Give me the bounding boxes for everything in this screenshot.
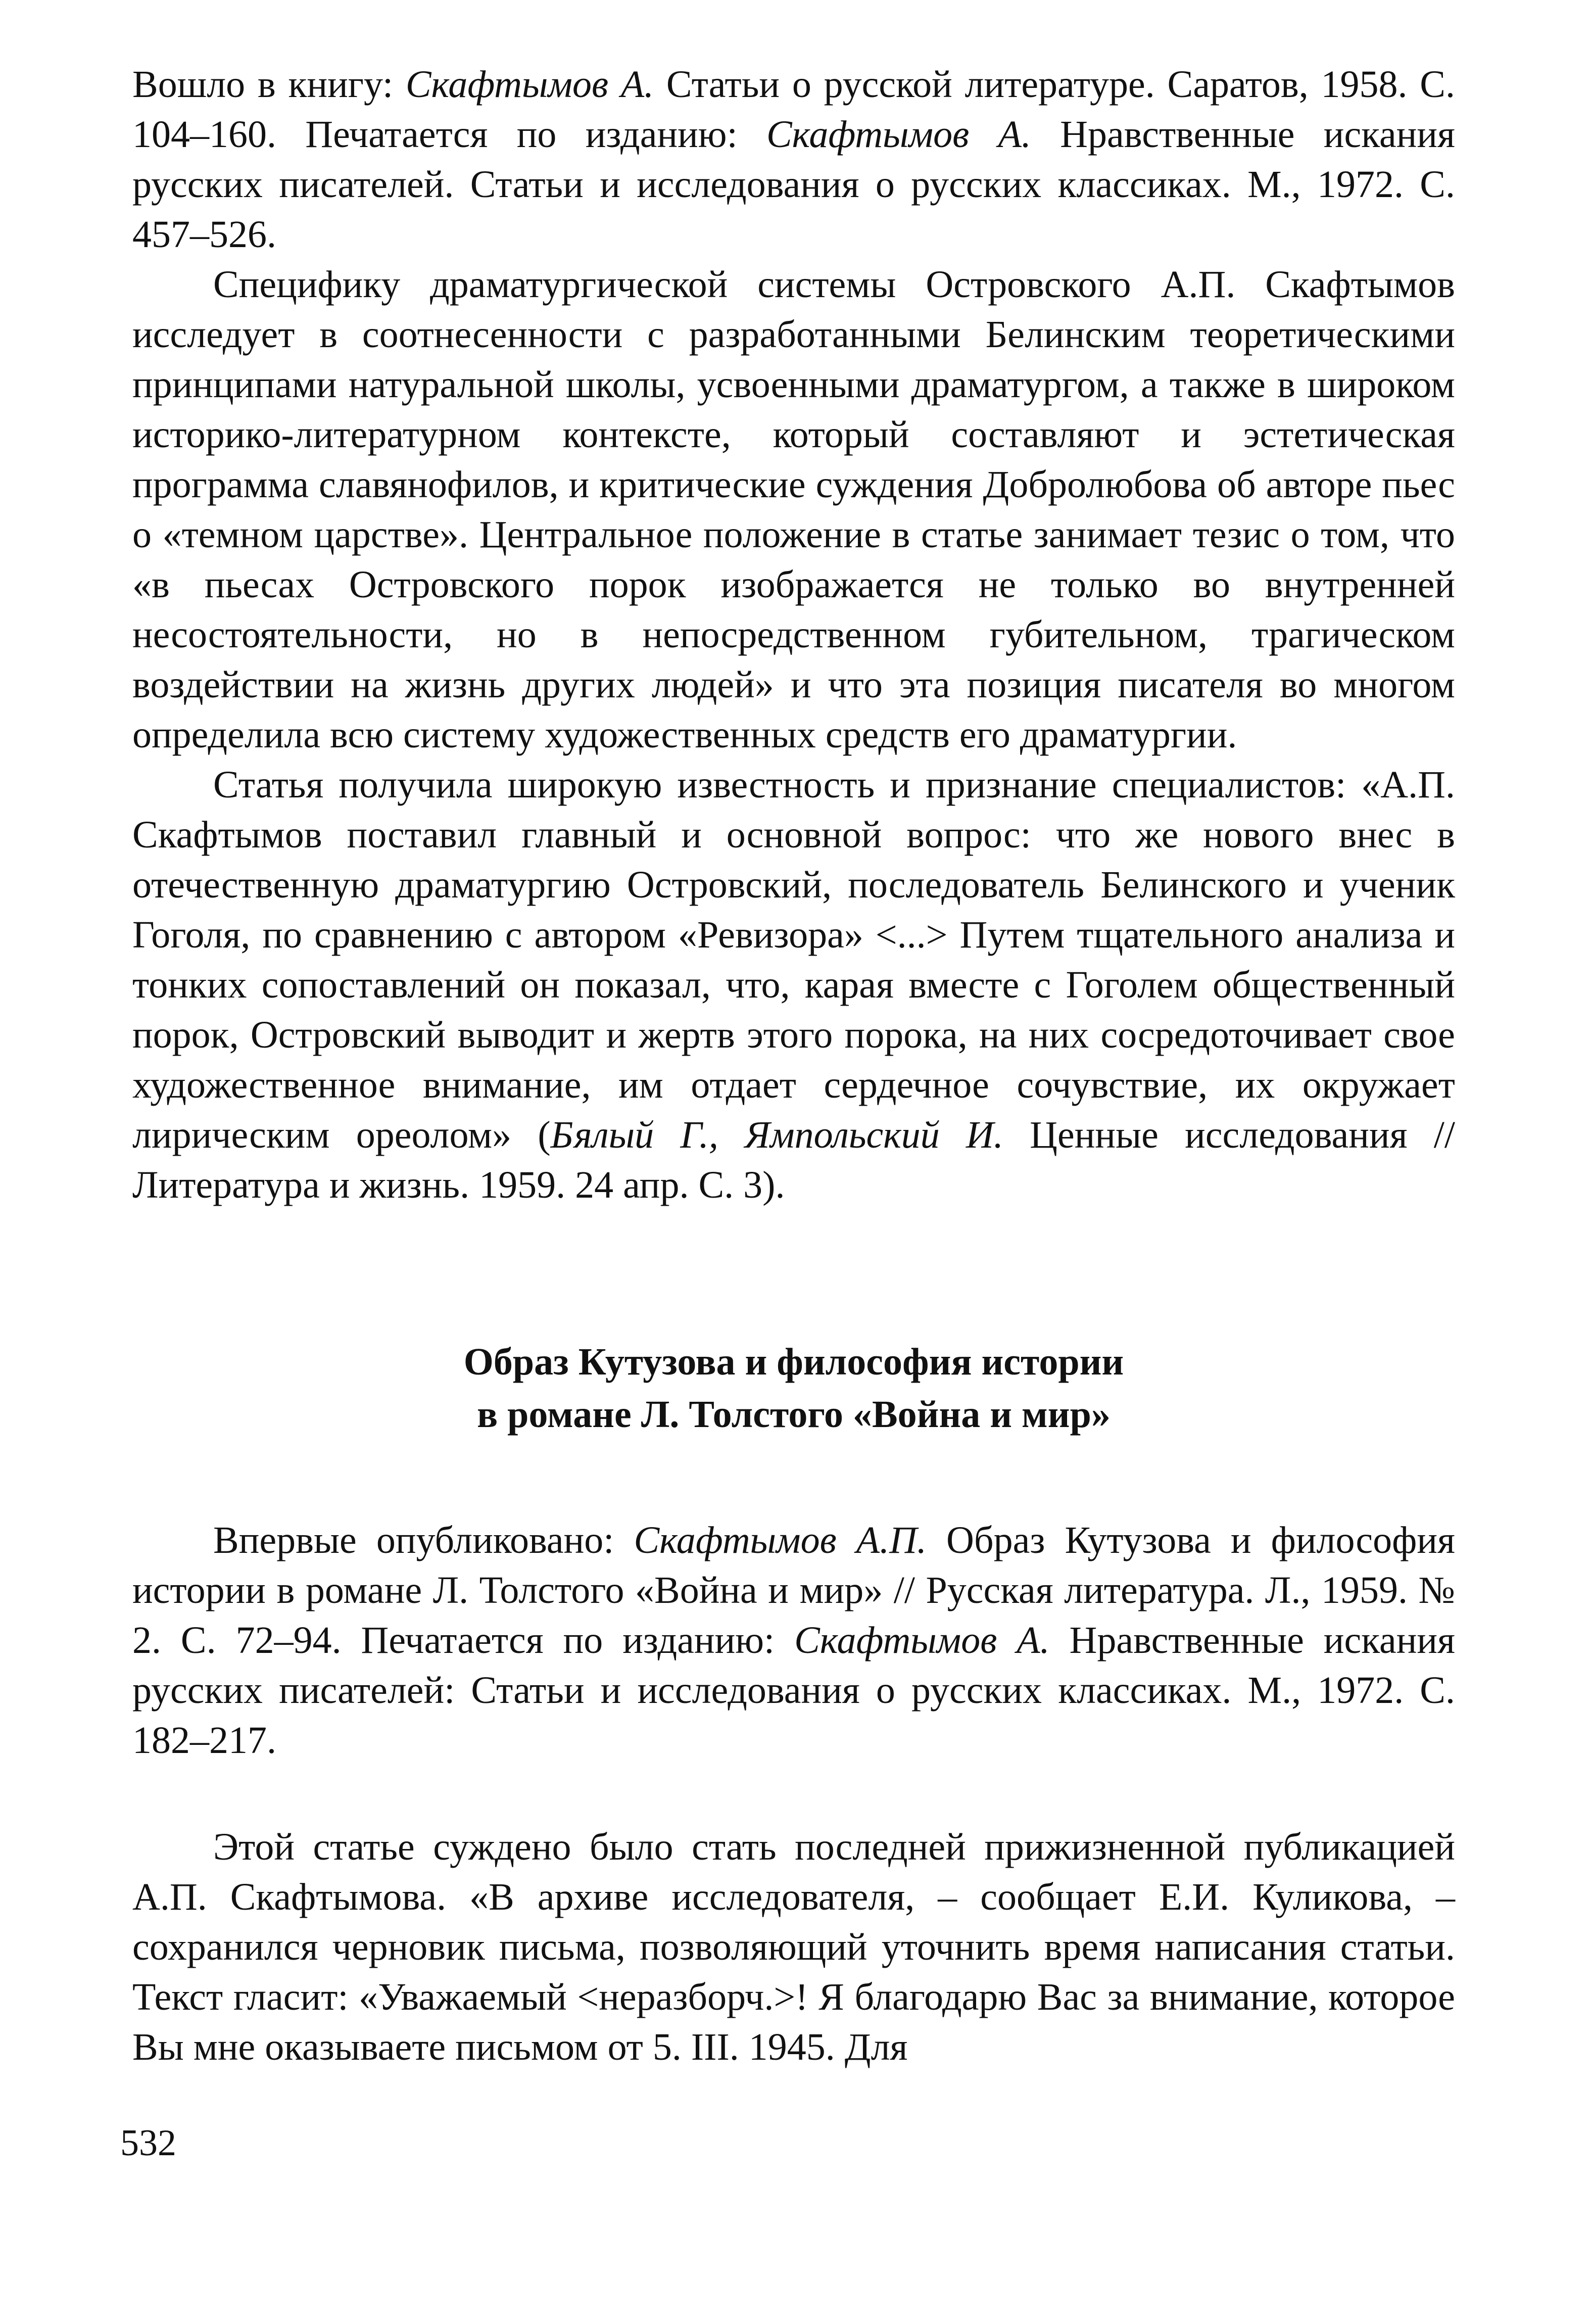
note-text: Вошло в книгу:	[132, 63, 406, 106]
publication-note	[132, 1515, 1455, 1766]
author-citation: Скафтымов А.	[794, 1619, 1050, 1662]
section-title	[132, 1336, 1455, 1441]
note-text: Статьи о русской литературе. Саратов, 1958. С. 104–160. Печатается по изданию:	[132, 63, 1456, 156]
author-citation: Бялый Г., Ямпольский И.	[550, 1114, 1003, 1156]
paragraph-gap	[132, 1766, 1455, 1822]
author-citation: Скафтымов А.	[766, 113, 1031, 156]
publication-note	[132, 60, 1455, 260]
section-title-line: Образ Кутузова и философия истории	[463, 1341, 1124, 1383]
paragraph-text: Ценные исследования // Литература и жизнь. 1959. 24 апр. С. 3).	[132, 1114, 1455, 1206]
section-title-line: в романе Л. Толстого «Война и мир»	[477, 1393, 1111, 1436]
paragraph-text: Статья получила широкую известность и признание специалистов: «А.П. Скафтымов поставил главный и основной вопрос: что же нового внес в отечественную драматургию Островский, последователь Белинского и ученик Гоголя, по сравнению с автором «Ревизора» <...> Путем тщательного анализа и тонких сопоставлений он показал, что, карая вместе с Гоголем общественный порок, Островский выводит и жертв этого порока, на них сосредоточивает свое художественное внимание, им отдает сердечное сочувствие, их окружает лирическим ореолом» (	[132, 764, 1455, 1156]
author-citation: Скафтымов А.П.	[634, 1519, 927, 1561]
body-paragraph	[132, 760, 1455, 1210]
author-citation: Скафтымов А.	[405, 63, 654, 106]
body-paragraph: Специфику драматургической системы Островского А.П. Скафтымов исследует в соотнесенности с разработанными Белинским теоретическими принципами натуральной школы, усвоенными драматургом, а также в широком историко-литературном контексте, который составляют и эстетическая программа славянофилов, и критические суждения Добролюбова об авторе пьес о «темном царстве». Центральное положение в статье занимает тезис о том, что «в пьесах Островского порок изображается не только во внутренней несостоятельности, но в непосредственном губительном, трагическом воздействии на жизнь других людей» и что эта позиция писателя во многом определила всю систему художественных средств его драматургии.	[132, 263, 1455, 756]
page-number: 532	[120, 2122, 176, 2164]
note-text: Впервые опубликовано:	[213, 1519, 634, 1561]
note-text: Нравственные искания русских писателей: Статьи и исследования о русских классиках. М., 1972. С. 182–217.	[132, 1619, 1456, 1762]
page-body	[132, 60, 1455, 2072]
body-paragraph: Этой статье суждено было стать последней прижизненной публикацией А.П. Скафтымова. «В архиве исследователя, – сообщает Е.И. Куликова, – сохранился черновик письма, позволяющий уточнить время написания статьи. Текст гласит: «Уважаемый <неразборч.>! Я благодарю Вас за внимание, которое Вы мне оказываете письмом от 5. III. 1945. Для	[132, 1826, 1455, 2068]
note-text: Нравственные искания русских писателей. Статьи и исследования о русских классиках. М., 1972. С. 457–526.	[132, 113, 1456, 256]
note-text: Образ Кутузова и философия истории в романе Л. Толстого «Война и мир» // Русская литература. Л., 1959. № 2. С. 72–94. Печатается по изданию:	[132, 1519, 1455, 1662]
